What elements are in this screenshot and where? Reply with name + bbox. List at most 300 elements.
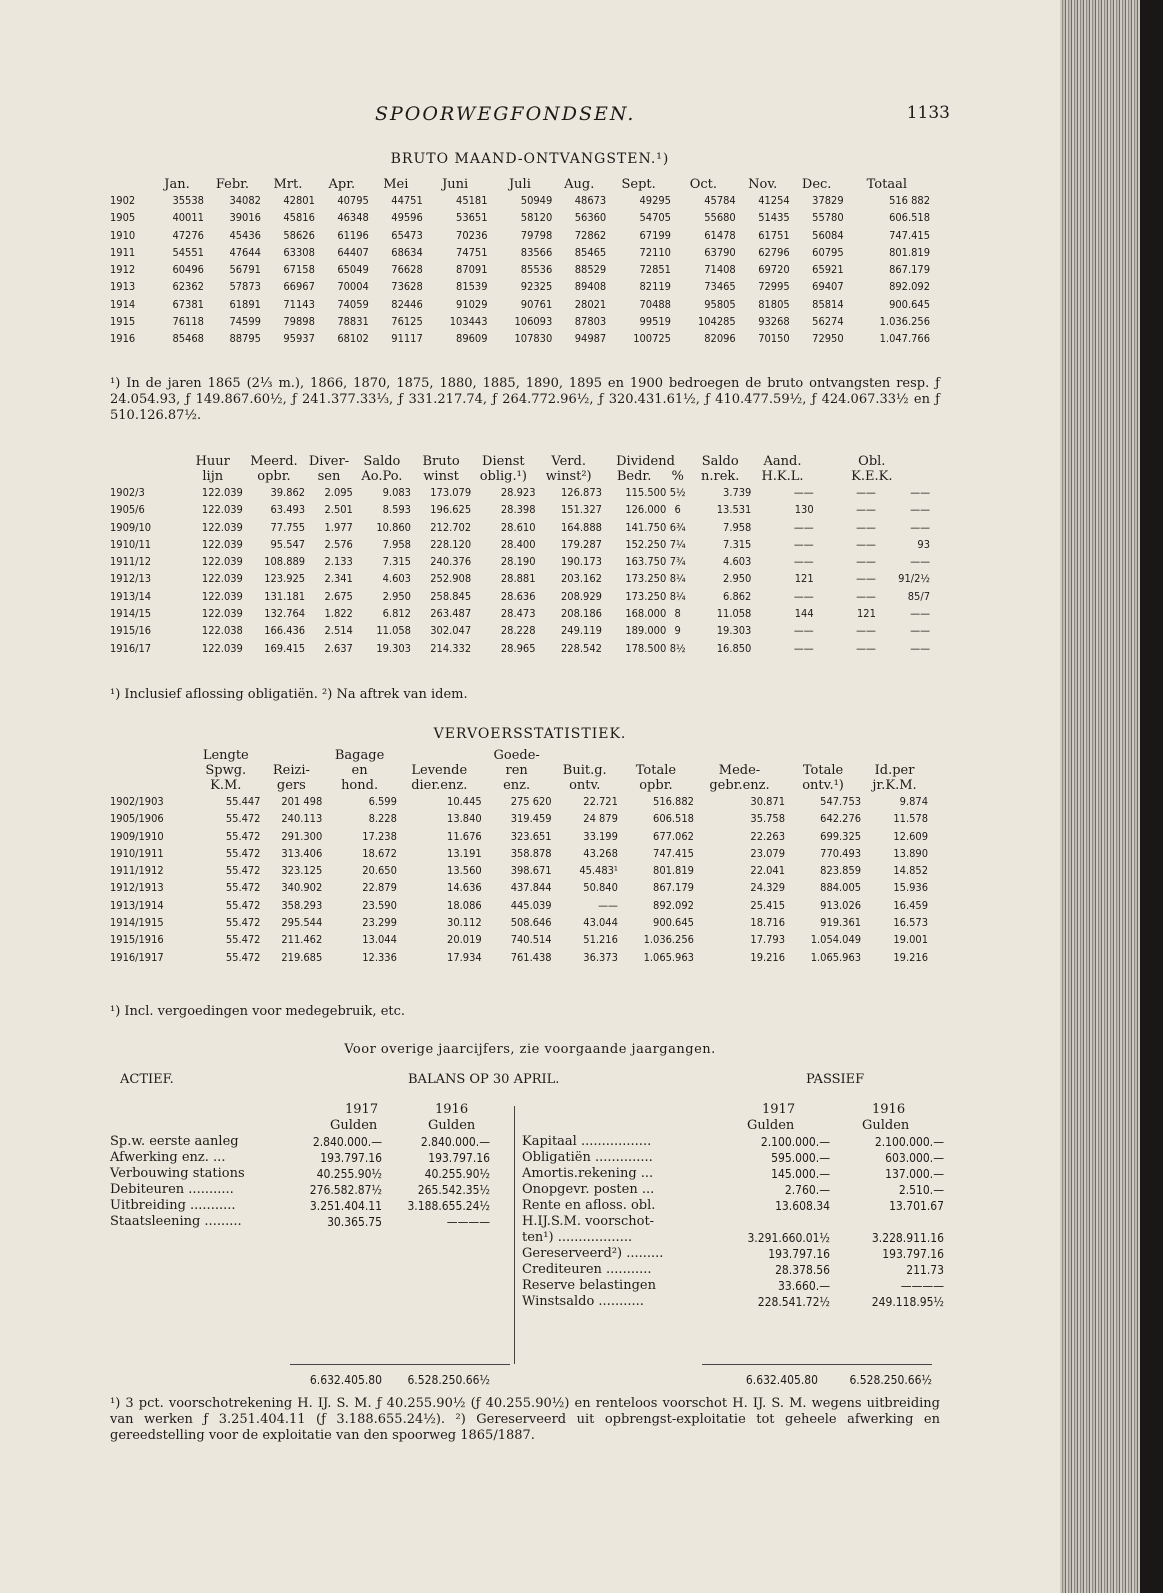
vervoer-row [110,897,928,914]
vervoer-cell: 323.651 [510,829,552,843]
exploitatie-cell: 228.542 [561,641,602,655]
vervoer-cell: 55.472 [225,812,261,826]
exploitatie-cell: —— [856,589,876,603]
vervoer-cell: 55.472 [225,950,261,964]
bruto-cell: 64407 [337,245,369,259]
exploitatie-header: Saldo [701,454,739,469]
bruto-cell: 56274 [812,315,844,329]
bruto-year: 1912 [110,263,136,277]
vervoer-cell: 11.676 [447,829,482,843]
exploitatie-subheader: Bedr. [616,469,652,484]
vervoer-cell: 24 879 [583,812,618,826]
passief-item-label: Onopgevr. posten ... [522,1182,655,1197]
bruto-cell: 900.645 [889,297,930,311]
vervoer-header: Reizi- [272,763,310,778]
exploitatie-cell: 122.039 [201,503,243,517]
actief-item [110,1150,510,1166]
bruto-cell: 104285 [697,315,736,329]
vervoer-cell: 823.859 [820,864,862,878]
vervoer-cell: 884.005 [820,881,862,895]
vervoer-cell: 43.268 [583,846,618,860]
bruto-cell: 70150 [758,332,790,346]
exploitatie-header: Dividend [616,454,675,469]
exploitatie-cell: 7.315 [723,537,752,551]
exploitatie-cell: 166.436 [264,624,306,638]
vervoer-cell: 18.672 [362,846,397,860]
exploitatie-cell: 214.332 [430,641,472,655]
exploitatie-cell: 28.190 [500,555,536,569]
vervoer-cell: 13.560 [447,864,482,878]
actief-year-1916: 1916 [435,1102,469,1117]
exploitatie-cell: 7¼ [669,537,686,551]
vervoer-header: Mede- [718,763,761,778]
exploitatie-year: 1913/14 [110,589,152,603]
exploitatie-row [110,519,930,536]
actief-item-1917: 30.365.75 [327,1215,382,1229]
vervoer-cell: 1.065.963 [810,950,862,964]
bruto-row [110,278,930,295]
exploitatie-cell: 16.850 [716,641,752,655]
vervoer-cell: 900.645 [653,916,694,930]
actief-item [110,1214,510,1230]
actief-item [110,1166,510,1182]
vervoer-header [552,748,618,763]
vervoer-row [110,949,928,966]
bruto-cell: 90761 [520,297,553,311]
exploitatie-cell: 152.250 [625,537,667,551]
vervoer-year: 1911/1912 [110,864,164,878]
vervoer-cell: 16.459 [893,898,928,912]
actief-unit-1917: Gulden [330,1118,378,1133]
exploitatie-cell: 6 [674,503,681,517]
bruto-cell: 95805 [704,297,736,311]
vervoer-cell: 398.671 [510,864,552,878]
vervoer-cell: 319.459 [510,812,552,826]
exploitatie-row [110,588,930,605]
vervoer-cell: 201 498 [281,795,323,808]
passief-item-label: Winstsaldo ........... [522,1294,644,1309]
vervoer-header: ontv.¹) [802,778,844,793]
exploitatie-cell: 203.162 [561,572,602,586]
bruto-cell: 801.819 [889,245,930,259]
exploitatie-cell: 28.473 [500,607,536,621]
exploitatie-cell: —— [793,520,814,534]
passief-item-1917: 193.797.16 [768,1247,830,1261]
vervoer-header [618,748,694,763]
vervoer-cell: 13.044 [362,933,397,947]
vervoer-cell: 55.472 [225,933,261,947]
bruto-cell: 74059 [337,297,369,311]
exploitatie-cell: 164.888 [561,520,602,534]
exploitatie-cell: 173.250 [625,589,667,603]
bruto-cell: 81539 [456,280,488,294]
passief-item [522,1294,950,1310]
bruto-cell: 54705 [639,211,671,225]
exploitatie-cell: 28.636 [500,589,536,603]
vervoer-cell: 55.472 [225,829,261,843]
vervoer-cell: 291.300 [281,829,323,843]
vervoer-cell: 323.125 [281,864,323,878]
vervoer-year: 1909/1910 [110,829,164,843]
exploitatie-subheader: winst [423,469,459,484]
bruto-cell: 516 882 [889,194,930,207]
vervoer-cell: 23.079 [750,846,786,860]
vervoer-header: Goede- [493,748,540,763]
bruto-cell: 60496 [172,263,204,277]
exploitatie-header: Aand. [763,454,802,469]
vervoer-cell: 30.112 [447,916,482,930]
bruto-cell: 68102 [337,332,369,346]
exploitatie-cell: 123.925 [264,572,306,586]
exploitatie-cell: —— [793,537,814,551]
bruto-cell: 103443 [449,315,488,329]
exploitatie-year: 1905/6 [110,503,145,517]
passief-item-1917: 2.100.000.— [760,1135,830,1149]
actief-item-1916: 2.840.000.— [420,1135,490,1149]
passief-item-label: Obligatiën .............. [522,1150,653,1165]
bruto-cell: 42801 [283,194,315,207]
vervoer-header: ren [505,763,528,778]
exploitatie-cell: —— [856,520,876,534]
bruto-col-header: Apr. [328,177,356,192]
exploitatie-cell: 8 [674,607,681,621]
bruto-row [110,330,930,347]
bruto-cell: 79898 [283,315,315,329]
exploitatie-cell: 122.039 [201,486,243,499]
bruto-cell: 39016 [229,211,261,225]
bruto-cell: 85465 [574,245,607,259]
actief-column [110,1102,510,1230]
exploitatie-cell: 263.487 [430,607,472,621]
vervoer-cell: 770.493 [820,846,862,860]
exploitatie-subheader: n.rek. [701,469,740,484]
vervoer-header: enz. [503,778,531,793]
vervoer-header [861,748,928,763]
bruto-cell: 71408 [704,263,736,277]
exploitatie-table [110,454,930,657]
bruto-cell: 70488 [639,297,671,311]
passief-item-1916: 137.000.— [885,1167,944,1181]
passief-item-1916: 211.73 [906,1263,944,1277]
exploitatie-cell: 2.637 [324,641,353,655]
passief-item [522,1214,950,1230]
exploitatie-cell: 6.812 [382,607,411,621]
bruto-cell: 47644 [229,245,261,259]
passief-item [522,1246,950,1262]
vervoer-header: hond. [341,778,379,793]
vervoer-cell: 55.472 [225,898,261,912]
vervoer-cell: 50.840 [583,881,618,895]
vervoer-year: 1914/1915 [110,916,164,930]
bruto-footnote: ¹) In de jaren 1865 (2⅓ m.), 1866, 1870, 1875, 1880, 1885, 1890, 1895 en 1900 bedroegen de bruto ontvangsten resp. ƒ 24.054.93, ƒ 149.867.60½, ƒ 241.377.33⅓, ƒ 331.217.74, ƒ 264.772.96½, ƒ 320.431.61½, ƒ 410.477.59½, ƒ 424.067.33½ en ƒ 510.126.87½. [110,376,940,423]
bruto-cell: 67158 [283,263,315,277]
exploitatie-cell: —— [856,503,876,517]
exploitatie-cell: 208.186 [561,607,602,621]
exploitatie-subheader: sen [317,469,341,484]
passief-item-1917: 595.000.— [771,1151,830,1165]
exploitatie-cell: —— [856,537,876,551]
vervoer-header: Spwg. [205,763,247,778]
exploitatie-year: 1914/15 [110,607,152,621]
vervoer-cell: —— [598,898,618,912]
bruto-cell: 37829 [812,194,844,207]
exploitatie-cell: 258.845 [430,589,472,603]
vervoer-cell: 17.934 [447,950,482,964]
vervoer-cell: 10.445 [447,795,482,808]
exploitatie-cell: 28.965 [500,641,536,655]
bruto-cell: 47276 [172,228,204,242]
running-header [110,103,950,129]
bruto-cell: 72995 [758,280,790,294]
bruto-cell: 60795 [812,245,844,259]
exploitatie-cell: —— [793,555,814,569]
bruto-row [110,296,930,313]
passief-item [522,1262,950,1278]
exploitatie-cell: 9.083 [382,486,411,499]
bruto-cell: 72851 [639,263,671,277]
passief-item-1917: 28.378.56 [775,1263,830,1277]
bruto-cell: 50949 [520,194,553,207]
bruto-cell: 61751 [758,228,790,242]
exploitatie-row [110,536,930,553]
exploitatie-cell: 173.079 [430,486,472,499]
vervoer-cell: 211.462 [281,933,323,947]
passief-item-1917: 33.660.— [778,1279,830,1293]
passief-item [522,1134,950,1150]
actief-unit-1916: Gulden [428,1118,476,1133]
bruto-cell: 54551 [172,245,204,259]
bruto-cell: 49596 [391,211,423,225]
exploitatie-cell: —— [856,624,876,638]
exploitatie-cell: 63.493 [270,503,306,517]
exploitatie-cell: 126.000 [625,503,667,517]
vervoer-cell: 13.191 [447,846,482,860]
vervoer-cell: 19.216 [750,950,786,964]
exploitatie-cell: —— [856,486,876,499]
actief-item-label: Staatsleening ......... [110,1214,242,1229]
bruto-cell: 89408 [574,280,607,294]
exploitatie-cell: 2.675 [324,589,353,603]
vervoer-cell: 35.758 [750,812,786,826]
passief-item [522,1230,950,1246]
vervoer-cell: 55.447 [225,795,261,808]
exploitatie-cell: —— [910,641,930,655]
exploitatie-cell: 11.058 [716,607,752,621]
exploitatie-cell: —— [910,486,930,499]
exploitatie-cell: 2.095 [324,486,353,499]
vervoer-header: gebr.enz. [709,778,770,793]
bruto-cell: 72862 [574,228,607,242]
vervoer-cell: 23.590 [362,898,397,912]
actief-item [110,1198,510,1214]
vervoer-cell: 19.216 [893,950,928,964]
exploitatie-year: 1909/10 [110,520,152,534]
vervoer-cell: 547.753 [820,795,862,808]
bruto-cell: 55680 [704,211,736,225]
vervoer-cell: 1.065.963 [643,950,694,964]
bruto-cell: 40795 [337,194,369,207]
vervoer-cell: 340.902 [281,881,323,895]
exploitatie-cell: 28.923 [500,486,536,499]
balans-totals [110,1372,950,1388]
bruto-cell: 65921 [812,263,844,277]
passief-total-rule [702,1364,932,1365]
vervoer-cell: 240.113 [281,812,323,826]
exploitatie-cell: 178.500 [625,641,667,655]
bruto-cell: 53651 [456,211,488,225]
actief-item-1917: 40.255.90½ [316,1167,382,1181]
vervoer-cell: 275 620 [510,795,552,808]
bruto-cell: 45784 [704,194,736,207]
actief-item-1917: 3.251.404.11 [309,1199,382,1213]
bruto-col-header: Oct. [689,177,717,192]
exploitatie-year: 1911/12 [110,555,152,569]
exploitatie-cell: 11.058 [376,624,411,638]
passief-item [522,1150,950,1166]
bruto-cell: 81805 [758,297,790,311]
vervoer-row [110,914,928,931]
bruto-cell: 87091 [456,263,488,277]
passief-item-1916: 13.701.67 [889,1199,944,1213]
actief-item-label: Afwerking enz. ... [110,1150,226,1165]
passief-total-1916: 6.528.250.66½ [849,1373,932,1387]
vervoer-cell: 18.086 [447,898,482,912]
vervoer-cell: 33.199 [583,829,618,843]
bruto-cell: 92325 [520,280,553,294]
vervoer-header: opbr. [639,778,673,793]
bruto-cell: 76118 [172,315,204,329]
exploitatie-cell: 190.173 [561,555,602,569]
exploitatie-cell: 130 [794,503,814,517]
exploitatie-cell: 7.958 [723,520,752,534]
vervoer-cell: 17.238 [362,829,397,843]
bruto-col-header: Jan. [164,177,190,192]
bruto-cell: 58120 [520,211,553,225]
vervoer-cell: 55.472 [225,864,261,878]
vervoer-header [110,778,191,793]
bruto-cell: 91029 [456,297,488,311]
exploitatie-cell: 5½ [669,486,686,499]
vervoer-cell: 516.882 [653,795,694,808]
exploitatie-cell: 2.514 [324,624,353,638]
balans-footnote: ¹) 3 pct. voorschotrekening H. IJ. S. M. ƒ 40.255.90½ (ƒ 40.255.90½) en renteloos voorschot H. IJ. S. M. wegens uitbreiding van werken ƒ 3.251.404.11 (ƒ 3.188.655.24½). ²) Gereserveerd uit opbrengst-exploitatie tot geheele afwerking en gereedstelling voor de exploitatie van den spoorweg 1865/1887. [110,1396,940,1443]
vervoer-cell: 761.438 [510,950,552,964]
exploitatie-cell: 2.950 [382,589,411,603]
exploitatie-cell: 6¾ [669,520,686,534]
actief-item-1916: ———— [446,1215,490,1229]
exploitatie-cell: 93 [917,537,930,551]
exploitatie-header: Obl. [858,454,886,469]
exploitatie-cell: 7.315 [382,555,411,569]
bruto-table [110,177,930,348]
bruto-cell: 63790 [704,245,736,259]
exploitatie-cell: 9 [674,624,681,638]
exploitatie-year: 1910/11 [110,537,152,551]
bruto-cell: 91117 [391,332,423,346]
exploitatie-cell: 122.039 [201,589,243,603]
exploitatie-cell: —— [856,555,876,569]
vervoer-cell: 11.578 [893,812,928,826]
bruto-year: 1914 [110,297,136,311]
vervoer-title: VERVOERSSTATISTIEK. [433,726,627,742]
balans-divider [514,1106,515,1364]
vervoer-header: jr.K.M. [872,778,917,793]
exploitatie-subheader: opbr. [257,469,291,484]
exploitatie-cell: 168.000 [625,607,667,621]
balans-title: BALANS OP 30 APRIL. [408,1072,560,1087]
exploitatie-cell: —— [793,641,814,655]
exploitatie-cell: 8¼ [669,572,686,586]
bruto-cell: 106093 [514,315,553,329]
passief-item-label: Crediteuren ........... [522,1262,652,1277]
exploitatie-cell: 173.250 [625,572,667,586]
exploitatie-cell: 252.908 [430,572,472,586]
exploitatie-cell: —— [793,486,814,499]
exploitatie-cell: 228.120 [430,537,472,551]
bruto-cell: 45816 [283,211,315,225]
bruto-cell: 68634 [391,245,423,259]
actief-item-1916: 265.542.35½ [417,1183,490,1197]
bruto-year: 1905 [110,211,136,225]
vervoer-year: 1902/1903 [110,795,164,808]
exploitatie-row [110,484,930,501]
bruto-cell: 79798 [520,228,553,242]
bruto-cell: 70236 [456,228,488,242]
vervoer-header [260,748,322,763]
exploitatie-cell: 131.181 [264,589,306,603]
exploitatie-header: Verd. [551,454,586,469]
exploitatie-cell: 39.862 [270,486,306,499]
bruto-cell: 1.047.766 [879,332,930,346]
actief-item-1916: 3.188.655.24½ [407,1199,490,1213]
vervoer-header [694,748,785,763]
vervoer-cell: 437.844 [510,881,552,895]
passief-item-label: Rente en afloss. obl. [522,1198,656,1213]
balans [110,1072,950,1402]
exploitatie-subheader: oblig.¹) [479,469,527,484]
vervoer-cell: 20.650 [362,864,397,878]
vervoer-year: 1910/1911 [110,846,164,860]
exploitatie-cell: 2.501 [324,503,353,517]
vervoer-cell: 892.092 [653,898,694,912]
passief-unit-1916: Gulden [862,1118,910,1133]
bruto-cell: 74599 [229,315,261,329]
passief-year-1916: 1916 [872,1102,906,1117]
bruto-cell: 89609 [456,332,488,346]
exploitatie-cell: 240.376 [430,555,472,569]
passief-column [522,1102,950,1310]
exploitatie-year: 1916/17 [110,641,152,655]
vervoer-cell: 913.026 [820,898,862,912]
vervoer-cell: 36.373 [583,950,618,964]
vervoer-cell: 699.325 [820,829,862,843]
bruto-cell: 85814 [812,297,844,311]
vervoer-header: ontv. [569,778,601,793]
exploitatie-row [110,501,930,518]
exploitatie-cell: 8¼ [669,589,686,603]
passief-item-label: Reserve belastingen [522,1278,656,1293]
exploitatie-cell: 122.039 [201,537,243,551]
actief-total-rule [290,1364,510,1365]
vervoer-header: Bagage [334,748,385,763]
bruto-col-header: Aug. [564,177,595,192]
passief-item-1917: 228.541.72½ [757,1295,830,1309]
exploitatie-subheader: Ao.Po. [361,469,403,484]
bruto-cell: 78831 [337,315,369,329]
bruto-cell: 45436 [229,228,261,242]
exploitatie-cell: 28.228 [500,624,536,638]
vervoer-header: dier.enz. [411,778,468,793]
